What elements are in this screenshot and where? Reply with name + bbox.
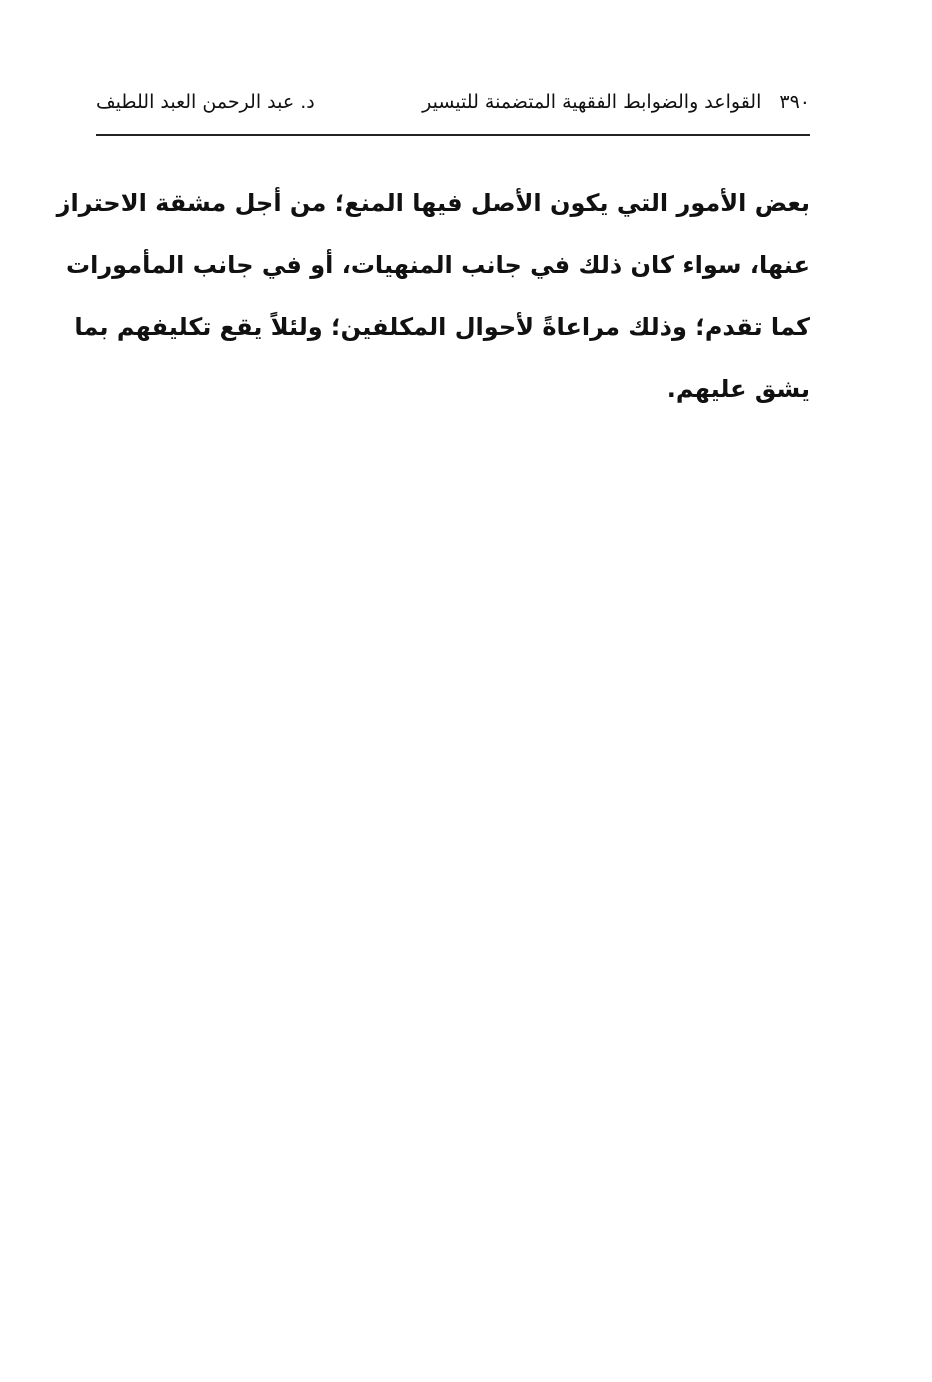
header-divider xyxy=(96,134,810,136)
text-line: عنها، سواء كان ذلك في جانب المنهيات، أو في جانب المأمورات xyxy=(66,251,810,279)
text-line: بعض الأمور التي يكون الأصل فيها المنع؛ من أجل مشقة الاحتراز xyxy=(56,189,810,217)
running-header xyxy=(96,80,810,124)
author-name: د. عبد الرحمن العبد اللطيف xyxy=(96,91,315,113)
page-number: ٣٩٠ xyxy=(779,91,810,113)
text-line: يشق عليهم. xyxy=(666,375,810,403)
body-paragraph xyxy=(56,172,810,420)
text-line: كما تقدم؛ وذلك مراعاةً لأحوال المكلفين؛ ولئلاً يقع تكليفهم بما xyxy=(74,313,810,341)
book-title: القواعد والضوابط الفقهية المتضمنة للتيسير xyxy=(422,91,762,113)
